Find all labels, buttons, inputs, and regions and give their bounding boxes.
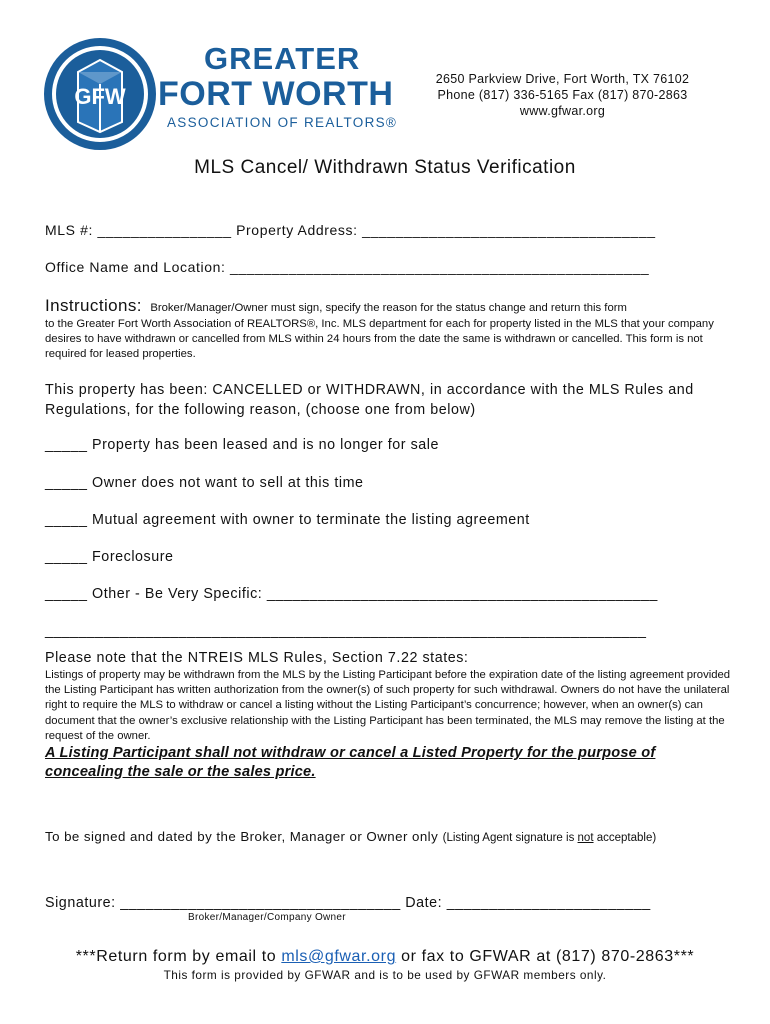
logo-greater: GREATER — [204, 41, 361, 76]
instructions-first-line — [45, 297, 627, 315]
rules-text: Listings of property may be withdrawn from the MLS by the Listing Participant before the expiration date of the listing agreement provided the Listing Participant has written authorization from the owner(s) of such property for such withdrawal. Owners do not have the unilateral right to require the MLS to withdraw or cancel a listing without the Listing Participant’s concurrence; however, when an owner(s) can document that the owner’s exclusive relationship with the Listing Participant has been terminated, the MLS may remove the listing at the request of the owner. — [45, 669, 731, 742]
phone-fax: Phone (817) 336-5165 Fax (817) 870-2863 — [437, 88, 688, 102]
signature-date-line[interactable]: Signature: _________________________________ Date: ________________________ — [45, 895, 651, 911]
office-name-line[interactable]: Office Name and Location: __________________________________________________ — [45, 259, 650, 275]
reason-owner-not-selling[interactable]: _____ Owner does not want to sell at this time — [45, 475, 364, 491]
return-pre: ***Return form by email to — [75, 948, 282, 965]
sign-instruction-line — [45, 829, 656, 845]
logo-monogram: GFW — [74, 84, 126, 109]
sign-note-not: not — [577, 832, 594, 844]
signature-caption: Broker/Manager/Company Owner — [188, 912, 346, 923]
reason-other[interactable]: _____ Other - Be Very Specific: ______________________________________________ — [45, 586, 658, 602]
address: 2650 Parkview Drive, Fort Worth, TX 76102 — [435, 72, 690, 86]
other-continuation-line[interactable]: ________________________________________________________________________ — [45, 623, 647, 639]
rule-emphasis-line-2: concealing the sale or the sales price. — [45, 764, 316, 780]
return-instruction — [0, 949, 770, 965]
return-post: or fax to GFWAR at (817) 870-2863*** — [396, 948, 695, 965]
sign-note-pre: (Listing Agent signature is — [442, 832, 578, 844]
logo-association: ASSOCIATION OF REALTORS® — [167, 115, 398, 130]
instructions-line1: Broker/Manager/Owner must sign, specify the reason for the status change and return this form — [150, 302, 627, 314]
sign-instruction: To be signed and dated by the Broker, Manager or Owner only — [45, 829, 439, 844]
website: www.gfwar.org — [519, 104, 606, 118]
mls-property-line[interactable]: MLS #: ________________ Property Address: ___________________________________ — [45, 222, 656, 238]
instructions-body: to the Greater Fort Worth Association of REALTORS®, Inc. MLS department for each for property listed in the MLS that your company desires to have withdrawn or cancelled from MLS within 24 hours from the date the same is withdrawn or cancelled. This form is not required for leased properties. — [45, 318, 714, 361]
email-link[interactable]: mls@gfwar.org — [281, 948, 397, 965]
footer-note: This form is provided by GFWAR and is to be used by GFWAR members only. — [163, 968, 607, 982]
reason-leased[interactable]: _____ Property has been leased and is no longer for sale — [45, 437, 440, 453]
gfwar-logo-icon — [44, 38, 156, 150]
reason-mutual-agreement[interactable]: _____ Mutual agreement with owner to terminate the listing agreement — [45, 512, 530, 528]
status-line-2: Regulations, for the following reason, (choose one from below) — [45, 402, 476, 418]
rules-note-heading: Please note that the NTREIS MLS Rules, Section 7.22 states: — [45, 650, 469, 666]
contact-block — [420, 71, 705, 119]
page-title: MLS Cancel/ Withdrawn Status Verification — [194, 157, 576, 178]
sign-note-post: acceptable) — [593, 832, 657, 844]
instructions-heading: Instructions: — [45, 296, 142, 315]
logo-fort-worth: FORT WORTH — [158, 75, 394, 113]
status-line-1: This property has been: CANCELLED or WITHDRAWN, in accordance with the MLS Rules and — [45, 382, 694, 398]
reason-foreclosure[interactable]: _____ Foreclosure — [45, 549, 174, 565]
rule-emphasis-line-1: A Listing Participant shall not withdraw or cancel a Listed Property for the purpose of — [45, 745, 656, 761]
